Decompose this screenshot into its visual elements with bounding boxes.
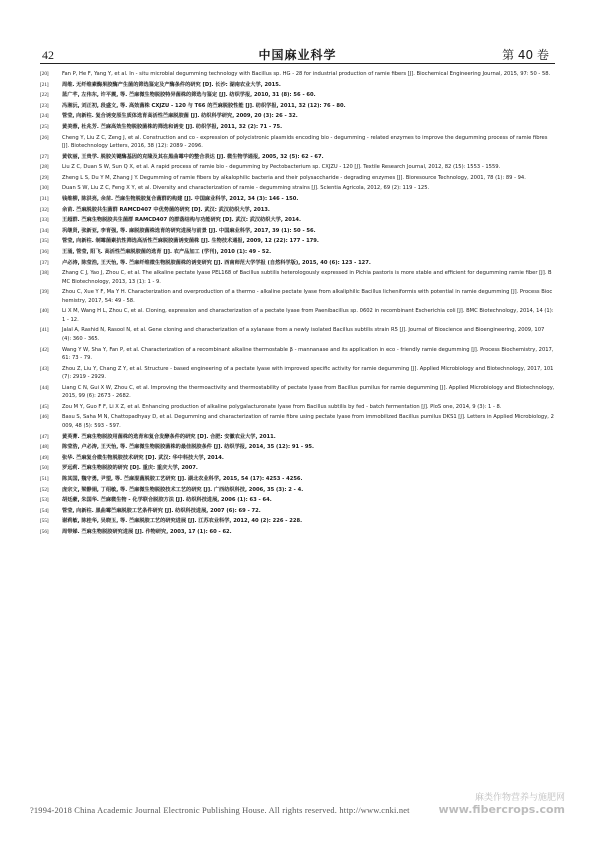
copyright-notice: ?1994-2018 China Academic Journal Electronic Publishing House. All rights reserved. http://www.cnki.net (30, 806, 410, 815)
reference-number: [37] (40, 259, 49, 266)
reference-number: [48] (40, 444, 49, 451)
reference-number: [36] (40, 249, 49, 255)
reference-item (40, 123, 555, 132)
reference-item (40, 384, 555, 401)
reference-text: Zhou C, Xue Y F, Ma Y H. Characterization and overproduction of a thermo - alkaline pectate lyase from alkaliphilic Bacillus licheniformis with potential in ramie degumming [J]. Process Biochemistry, 2017, 54: 49 - 58. (62, 289, 553, 304)
reference-number: [41] (40, 327, 49, 334)
reference-number: [35] (40, 238, 49, 245)
reference-list (40, 70, 555, 538)
reference-text: 管莹, 向新柱. 制霉菌素抗性筛选高活性苎麻脱胶菌诱变菌株 [J]. 生物技术通报, 2009, 12 (22): 177 - 179. (62, 238, 319, 245)
reference-number: [50] (40, 465, 49, 472)
watermark-url: www.fibercrops.com (438, 803, 565, 816)
reference-item (40, 443, 555, 452)
reference-text: 陈其国, 魏守勇, 尹望, 等. 苎麻混菌脱胶工艺研究 [J]. 湖北农业科学, 2015, 54 (17): 4253 - 4256. (62, 475, 303, 482)
reference-item (40, 288, 555, 305)
reference-text: 罗远莉. 苎麻生物脱胶的研究 [D]. 重庆: 重庆大学, 2007. (62, 465, 198, 472)
reference-text: 冯湘沅, 刘正初, 段盛文, 等. 高效菌株 CXJZU - 120 与 T66 的苎麻脱胶性能 [J]. 纺织学报, 2011, 32 (12): 76 - 80. (62, 102, 346, 109)
reference-item (40, 307, 555, 324)
reference-text: Jalal A, Rashid N, Rasool N, et al. Gene cloning and characterization of a xylanase from a newly isolated Bacillus subtilis strain R5 [J]. Journal of Bioscience and Bioengineering, 2009, 107 (4): 360 - 365. (62, 327, 545, 342)
reference-text: Zheng L S, Du Y M, Zhang J Y. Degumming of ramie fibers by alkalophilic bacteria and their polysaccharide - degrading enzymes [J]. Bioresource Technology, 2001, 78 (1): 89 - 94. (62, 174, 526, 181)
reference-number: [54] (40, 507, 49, 514)
journal-title: 中国麻业科学 (258, 48, 337, 62)
reference-text: Cheng Y, Liu Z C, Zeng J, et al. Construction and co - expression of polycistronic plasmids encoding bio - degumming - related enzymes to improve the degumming process of ramie fibres [J]. Biotechnology Letters, 2016, 38 (12): 2089 - 2096. (62, 134, 548, 150)
reference-text: 钱维柳, 陈洪亮, 余苗. 苎麻生物脱胶复合菌群的构建 [J]. 中国麻业科学, 2012, 34 (3): 146 - 150. (62, 196, 299, 203)
reference-number: [26] (40, 134, 49, 141)
reference-text: 余苗. 苎麻脱胶共生菌群 RAMCD407 中优势菌的研究 [D]. 武汉: 武汉纺织大学, 2013. (62, 206, 270, 213)
volume-label: 第 40 卷 (502, 48, 549, 62)
reference-text: 胡廷豪, 朱国华. 苎麻微生物 - 化学联合脱胶方法 [J]. 纺织科技进展, 2006 (1): 63 - 64. (62, 497, 272, 504)
reference-text: 陈莹浩, 卢必涛, 王天怡, 等. 苎麻微生物脱胶菌株的最佳脱胶条件 [J]. 纺织学报, 2014, 35 (12): 91 - 95. (62, 444, 315, 451)
reference-text: 黄钦丽, 王贵学. 脱胶关键酶基因的克隆及其在黑曲霉中的整合表达 [J]. 微生物学通报, 2005, 32 (5): 62 - 67. (62, 153, 324, 160)
reference-number: [27] (40, 153, 49, 160)
reference-item (40, 91, 555, 100)
reference-number: [42] (40, 346, 49, 353)
reference-item (40, 475, 555, 484)
reference-number: [38] (40, 270, 49, 277)
reference-item (40, 259, 555, 268)
reference-item (40, 346, 555, 363)
reference-item (40, 248, 555, 257)
reference-item (40, 134, 555, 151)
reference-text: 周带娣. 苎麻生物脱胶研究进展 [J]. 作物研究, 2003, 17 (1): 60 - 62. (62, 528, 232, 535)
reference-item (40, 163, 555, 172)
reference-item (40, 184, 555, 193)
reference-text: Zhou Z, Liu Y, Chang Z Y, et al. Structure - based engineering of a pectate lyase with improved specific activity for ramie degumming [J]. Applied Microbiology and Biotechnology, 2017, 101 (7): 2919 - 2929. (62, 365, 554, 381)
reference-item (40, 195, 555, 204)
reference-number: [40] (40, 308, 49, 315)
reference-item (40, 403, 555, 412)
reference-text: 张华. 苎麻复合微生物脱胶技术研究 [D]. 武汉: 华中科技大学, 2014. (62, 454, 224, 461)
reference-number: [44] (40, 384, 49, 391)
reference-item (40, 216, 555, 225)
page-header (40, 44, 555, 64)
reference-text: 周维. 无纤维素酶果胶酶产生菌的筛选鉴定及产酶条件的研究 [D]. 长沙: 湖南农业大学, 2015. (62, 81, 281, 88)
reference-item (40, 486, 555, 495)
reference-item (40, 413, 555, 430)
reference-text: Zou M Y, Guo F F, Li X Z, et al. Enhancing production of alkaline polygalacturonate lyase from Bacillus subtilis by fed - batch fermentation [J]. PloS one, 2014, 9 (3): 1 - 8. (62, 403, 502, 410)
reference-text: 王涌, 管莹, 阳飞. 高活性苎麻脱胶菌的选育 [J]. 农产品加工 (学刊), 2010 (1): 49 - 52. (62, 249, 272, 255)
reference-text: 管莹, 向新柱. 复合诱变原生质体选育高活性苎麻脱胶菌 [J]. 纺织科学研究, 2009, 20 (3): 26 - 32. (62, 113, 298, 120)
reference-number: [55] (40, 518, 49, 525)
reference-number: [56] (40, 528, 49, 535)
reference-number: [25] (40, 123, 49, 130)
reference-number: [52] (40, 486, 49, 493)
reference-text: Li X M, Wang H L, Zhou C, et al. Cloning, expression and characterization of a pectate lyase from Paenibacillus sp. 0602 in recombinant Escherichia coli [J]. BMC Biotechnology, 2014, 14 (1): 1 - 12. (62, 308, 554, 323)
reference-item (40, 70, 555, 79)
reference-number: [49] (40, 454, 49, 461)
reference-number: [23] (40, 102, 49, 109)
watermark (438, 792, 565, 816)
reference-number: [29] (40, 174, 49, 181)
reference-item (40, 153, 555, 162)
reference-number: [43] (40, 365, 49, 372)
reference-number: [32] (40, 206, 49, 213)
reference-text: 黄英菁. 苎麻生物脱胶用菌株的选育和复合发酵条件的研究 [D]. 合肥: 安徽农业大学, 2011. (62, 433, 276, 440)
reference-text: Basu S, Saha M N, Chattopadhyay D, et al. Degumming and characterization of ramie fibre using pectate lyase from immobilized Bacillus pumilus DKS1 [J]. Letters in Applied Microbiology, 2009, 48 (5): 593 - 597. (62, 414, 554, 429)
reference-text: Liu Z C, Duan S W, Sun Q X, et al. A rapid process of ramie bio - degumming by Pectobacterium sp. CXJZU - 120 [J]. Textile Research Journal, 2012, 82 (15): 1553 - 1559. (62, 164, 501, 171)
reference-text: Wang Y W, Sha Y, Fan P, et al. Characterization of a recombinant alkaline thermostable β - mannanase and its application in eco - friendly ramie degumming [J]. Process Biochemistry, 2017, 61: 73 - 79. (62, 346, 554, 362)
reference-item (40, 454, 555, 463)
reference-text: Fan P, He F, Yang Y, et al. In - situ microbial degumming technology with Bacillus sp. HG - 28 for industrial production of ramie fibers [J]. Biochemical Engineering Journal, 2015, 97: 50 - 58. (62, 71, 551, 77)
reference-number: [20] (40, 71, 49, 77)
reference-item (40, 517, 555, 526)
watermark-site-name: 麻类作物营养与施肥网 (474, 793, 565, 803)
reference-number: [33] (40, 217, 49, 224)
reference-item (40, 433, 555, 442)
reference-text: Duan S W, Liu Z C, Feng X Y, et al. Diversity and characterization of ramie - degumming strains [J]. Scientia Agricola, 2012, 69 (2): 119 - 125. (62, 185, 430, 192)
reference-number: [53] (40, 497, 49, 504)
reference-number: [22] (40, 92, 49, 99)
reference-number: [45] (40, 403, 49, 410)
reference-number: [28] (40, 164, 49, 171)
reference-text: Liang C N, Gui X W, Zhou C, et al. Improving the thermoactivity and thermostability of pectate lyase from Bacillus pumilus for ramie degumming [J]. Applied Microbiology and Biotechnology, 2015, 99 (6): 2673 - 2682. (62, 384, 555, 400)
reference-number: [21] (40, 81, 49, 88)
reference-item (40, 365, 555, 382)
reference-item (40, 81, 555, 90)
reference-item (40, 528, 555, 537)
reference-text: 蓝广芊, 左伟东, 许平震, 等. 苎麻微生物脱胶特异菌株的筛选与鉴定 [J]. 纺织学报, 2010, 31 (8): 56 - 60. (62, 92, 316, 99)
reference-text: 黄美蓉, 杜兆芳. 苎麻高效生物脱胶菌株的筛选和诱变 [J]. 纺织学报, 2011, 32 (2): 71 - 75. (62, 123, 283, 130)
reference-number: [34] (40, 227, 49, 234)
reference-number: [31] (40, 196, 49, 203)
reference-number: [47] (40, 433, 49, 440)
reference-item (40, 206, 555, 215)
reference-text: 王超群. 苎麻生物脱胶共生菌群 RAMCD407 的群落结构与功能研究 [D]. 武汉: 武汉纺织大学, 2014. (62, 217, 302, 224)
reference-item (40, 237, 555, 246)
reference-number: [24] (40, 113, 49, 120)
header-divider (40, 63, 555, 64)
page-footer (30, 793, 565, 818)
reference-text: 管莹, 向新柱. 黑曲霉苎麻脱胶工艺条件研究 [J]. 纺织科技进展, 2007 (6): 69 - 72. (62, 507, 261, 514)
reference-item (40, 112, 555, 121)
page-number: 42 (42, 48, 54, 62)
reference-text: 卢必涛, 陈莹浩, 王天怡, 等. 苎麻纤维微生物脱胶菌株的诱变研究 [J]. 西南师范大学学报 (自然科学版), 2015, 40 (6): 123 - 127. (62, 259, 371, 266)
reference-number: [46] (40, 414, 49, 421)
reference-item (40, 269, 555, 286)
reference-item (40, 227, 555, 236)
reference-text: 庞宗文, 梁静娟, 丁绍敏, 等. 苎麻微生物脱胶技术工艺的研究 [J]. 广西纺织科技, 2006, 35 (3): 2 - 4. (62, 486, 304, 493)
reference-number: [51] (40, 475, 49, 482)
reference-item (40, 464, 555, 473)
reference-item (40, 326, 555, 343)
reference-text: 巩继贤, 张新亚, 李育强, 等. 麻脱胶菌株选育的研究进展与前景 [J]. 中国麻业科学, 2017, 39 (1): 50 - 56. (62, 227, 316, 234)
reference-text: 谢莉敏, 陈桂华, 吴晓玉, 等. 苎麻脱胶工艺的研究进展 [J]. 江苏农业科学, 2012, 40 (2): 226 - 228. (62, 518, 303, 525)
reference-number: [39] (40, 289, 49, 296)
reference-text: Zhang C J, Yao J, Zhou C, et al. The alkaline pectate lyase PEL168 of Bacillus subtilis heterologously expressed in Pichia pastoris is more stable and efficient for degumming ramie fiber [J]. BMC Biotechnology, 2013, 13 (1): 1 - 9. (62, 270, 552, 285)
reference-item (40, 102, 555, 111)
reference-item (40, 496, 555, 505)
reference-number: [30] (40, 185, 49, 192)
reference-item (40, 174, 555, 183)
reference-item (40, 507, 555, 516)
